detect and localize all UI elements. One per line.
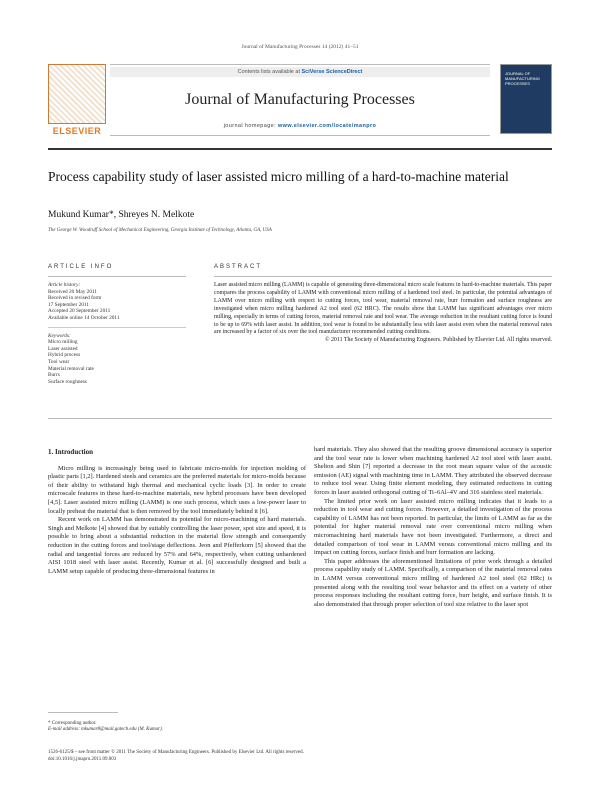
info-divider <box>48 327 186 328</box>
publisher-name: ELSEVIER <box>52 126 102 136</box>
homepage-prefix: journal homepage: <box>223 123 277 129</box>
keyword: Micro milling <box>48 339 78 346</box>
footnote-rule <box>48 712 118 713</box>
doi-link[interactable]: doi:10.1016/j.jmapro.2011.09.003 <box>48 756 117 762</box>
history-item: Accepted 20 September 2011 <box>48 308 111 315</box>
article-title: Process capability study of laser assisted micro milling of a hard-to-machine material <box>48 169 509 184</box>
body-paragraph: hard materials. They also showed that the resulting groove dimensional accuracy is superior and the tool wear rate is lower when machining hardened A2 tool steel with laser assist. Shelton and Shin [7] reported a decrease in the root mean square value of the acoustic emission (AE) signal with machining time in LAMM. They attributed the observed decrease to reduce tool wear. Using finite element modeling, they estimated reductions in cutting forces in laser assisted orthogonal cutting of Ti–6Al–4V and 316 stainless steel materials. <box>314 446 552 496</box>
article-info-label: ARTICLE INFO <box>48 264 114 270</box>
body-right-column <box>314 446 552 609</box>
elsevier-logo <box>48 64 106 140</box>
journal-cover <box>500 64 552 134</box>
abstract <box>214 282 552 345</box>
keyword: Burrs <box>48 372 60 379</box>
masthead-rule <box>48 148 552 150</box>
history-item: Received in revised form <box>48 295 102 302</box>
body-left-column <box>48 448 306 576</box>
sciverse-link[interactable]: SciVerse ScienceDirect <box>301 69 363 75</box>
abstract-bottom-rule <box>48 418 552 419</box>
footnote <box>48 721 306 734</box>
history-label: Article history: <box>48 282 81 288</box>
abstract-label: ABSTRACT <box>214 264 263 270</box>
article-affiliation: The George W. Woodruff School of Mechanical Engineering, Georgia Institute of Technology, Atlanta, GA, USA <box>48 228 272 233</box>
page-footer <box>48 750 552 763</box>
masthead-center <box>110 64 490 136</box>
journal-reference: Journal of Manufacturing Processes 14 (2012) 41–51 <box>241 44 359 50</box>
body-paragraph: Recent work on LAMM has demonstrated its potential for micro-machining of hard materials. Singh and Melkote [4] showed that by suitably controlling the laser power, spot size and speed, it is possible to bring about a substantial reduction in the material flow strength and consequently reduction in the cutting forces and tool/stage deflections. Jeon and Pfefferkorn [5] showed that the radial and tangential forces are reduced by 57% and 64%, respectively, when cutting unhardened AISI 1018 steel with laser assist. Recently, Kumar et al. [6] successfully designed and built a LAMM setup capable of producing three-dimensional features in <box>48 516 306 575</box>
article-info <box>48 282 186 385</box>
author-email: E-mail address: mkumar8@mail.gatech.edu (M. Kumar). <box>48 727 163 733</box>
abstract-copyright: © 2011 The Society of Manufacturing Engineers. Published by Elsevier Ltd. All rights reserved. <box>325 337 552 344</box>
keyword: Tool wear <box>48 358 70 365</box>
contents-prefix: Contents lists available at <box>237 69 300 75</box>
cover-title: JOURNAL OF MANUFACTURING PROCESSES <box>505 71 540 86</box>
journal-name: Journal of Manufacturing Processes <box>185 91 415 108</box>
journal-homepage <box>110 123 490 129</box>
masthead <box>48 64 552 144</box>
keyword: Material removal rate <box>48 365 94 372</box>
abstract-text: Laser assisted micro milling (LAMM) is capable of generating three-dimensional micro scale features in hard-to-machine materials. This paper compares the process capability of LAMM with conventional micro milling of a hardened tool steel. In particular, the potential advantages of LAMM over micro milling with respect to cutting forces, tool wear, material removal rate, burr formation and surface roughness are investigated when micro milling hardened A2 tool steel (62 HRC). The results show that LAMM has significant advantages over micro milling, especially in terms of cutting forces, material removal rate and tool wear. The average reduction in the resultant cutting force is found to be up to 69% with laser assist. In addition, tool wear is found to be substantially less with laser assist even when the material removal rates are increased by a factor of six over the tool manufacturer recommended cutting conditions. <box>214 282 552 336</box>
corresponding-author: * Corresponding author. <box>48 721 97 726</box>
section-heading: 1. Introduction <box>48 448 93 456</box>
keyword: Hybrid process <box>48 352 81 359</box>
homepage-link[interactable]: www.elsevier.com/locate/manpro <box>278 123 377 129</box>
body-paragraph: Micro milling is increasingly being used to fabricate micro-molds for injection molding of plastic parts [1,2]. Hardened steels and ceramics are the preferred materials for micro-molds because of their ability to withstand high thermal and mechanical cyclic loads [3]. In order to create microscale features in these hard-to-machine materials, new hybrid processes have been developed [4,5]. Laser assisted micro milling (LAMM) is one such process, which uses a low-power laser to locally preheat the material that is then removed by the tool immediately behind it [6]. <box>48 464 306 515</box>
keyword: Laser assisted <box>48 345 78 352</box>
history-item: Received 20 May 2011 <box>48 288 98 295</box>
body-paragraph: The limited prior work on laser assisted micro milling indicates that it leads to a reduction in tool wear and cutting forces. However, a detailed investigation of the process capability of LAMM has not been reported. In particular, the limits of LAMM as far as the potential for higher material removal rate over conventional micro milling when micromachining hard materials have not been investigated. Furthermore, a direct and detailed comparison of tool wear in LAMM versus conventional micro milling and its impact on cutting forces, surface finish and burr formation are lacking. <box>314 497 552 557</box>
front-matter-line: 1526-6125/$ – see front matter © 2011 The Society of Manufacturing Engineers. Published by Elsevier Ltd. All rights reserved. <box>48 750 304 755</box>
keyword: Surface roughness <box>48 378 87 385</box>
history-item: 17 September 2011 <box>48 301 89 308</box>
info-rule <box>48 276 186 277</box>
abstract-rule <box>214 276 552 277</box>
history-item: Available online 14 October 2011 <box>48 314 120 321</box>
article-authors: Mukund Kumar*, Shreyes N. Melkote <box>48 210 195 220</box>
body-paragraph: This paper addresses the aforementioned limitations of prior work through a detailed process capability study of LAMM. Specifically, a comparison of the material removal rates in LAMM versus conventional micro milling of hardened A2 tool steel (62 HRc) is presented along with the resulting tool wear behavior and its effect on a variety of other process responses including the resultant cutting force, burr height, and surface finish. It is also demonstrated that through proper selection of tool size relative to the laser spot <box>314 557 552 608</box>
elsevier-tree-icon <box>48 64 106 124</box>
keywords-label: Keywords: <box>48 332 71 339</box>
contents-line <box>110 67 490 77</box>
